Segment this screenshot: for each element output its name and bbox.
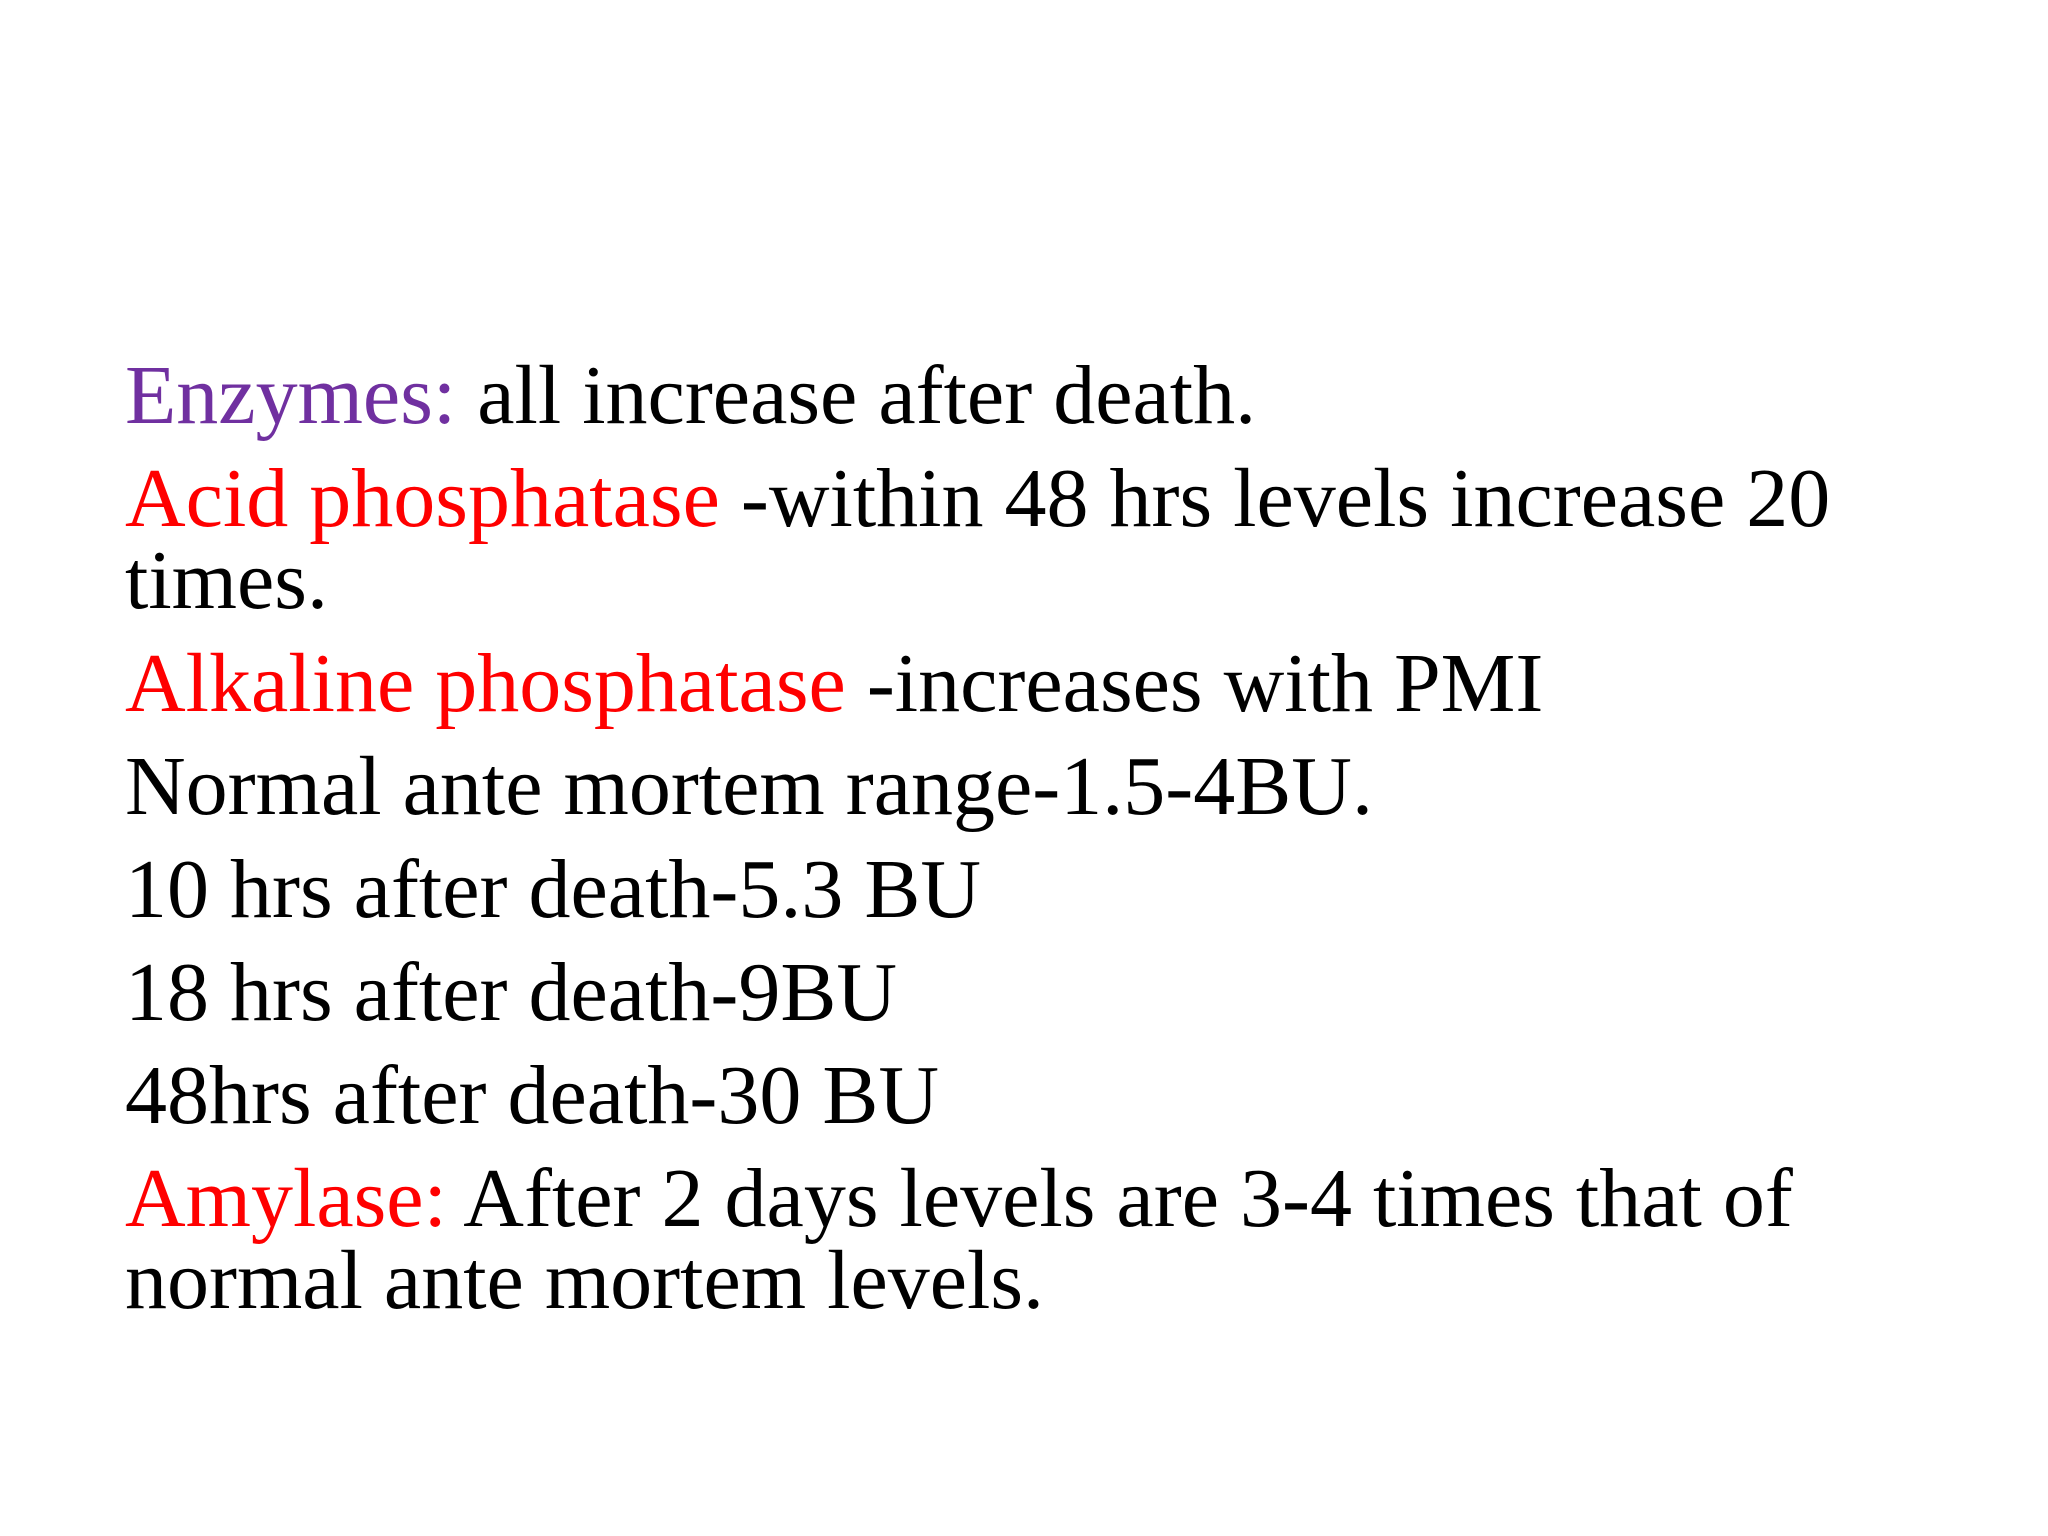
enzymes-line bbox=[125, 349, 1945, 442]
forty-eight-hours-line: 48hrs after death-30 BU bbox=[125, 1049, 940, 1142]
normal-range-line: Normal ante mortem range-1.5-4BU. bbox=[125, 740, 1373, 833]
enzymes-keyword: Enzymes: bbox=[125, 349, 457, 442]
amylase-line bbox=[125, 1152, 1945, 1327]
ten-hours-line: 10 hrs after death-5.3 BU bbox=[125, 843, 982, 936]
amylase-text: After 2 days levels are 3-4 times that of normal ante mortem levels. bbox=[125, 1152, 1793, 1327]
acid-phosphatase-text: -within 48 hrs levels increase 20 times. bbox=[125, 452, 1831, 627]
eighteen-hours-line: 18 hrs after death-9BU bbox=[125, 946, 898, 1039]
alkaline-phosphatase-line bbox=[125, 637, 1945, 730]
alkaline-phosphatase-text: -increases with PMI bbox=[845, 637, 1544, 730]
alkaline-phosphatase-keyword: Alkaline phosphatase bbox=[125, 637, 846, 730]
amylase-keyword: Amylase: bbox=[125, 1152, 447, 1245]
acid-phosphatase-keyword: Acid phosphatase bbox=[125, 452, 720, 545]
enzymes-text: all increase after death. bbox=[456, 349, 1257, 442]
slide-body bbox=[125, 349, 1945, 1343]
acid-phosphatase-line bbox=[125, 452, 1945, 627]
